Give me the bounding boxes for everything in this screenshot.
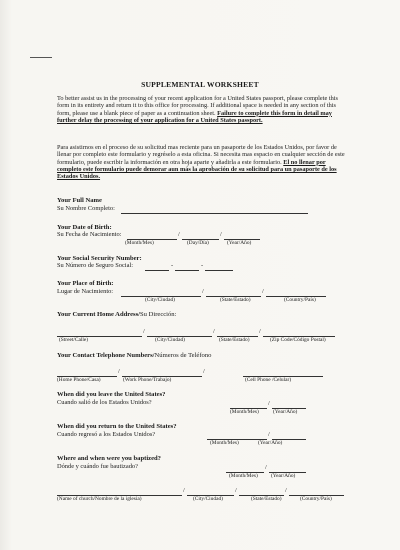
- address-state-caption: (State/Estado): [219, 337, 250, 343]
- intro-spanish: [57, 144, 347, 180]
- warning-english: Failure to complete this form in detail may further delay the processing of your application for a United States passport.: [57, 109, 332, 124]
- full-name-label: Su Nombre Completo:: [57, 205, 115, 212]
- church-state-caption: (State/Estado): [251, 496, 282, 502]
- cell-phone-caption: (Cell Phone /Celular): [245, 377, 292, 383]
- church-separator: /: [235, 487, 237, 494]
- work-phone-caption: (Work Phone/Trabajo): [123, 377, 172, 383]
- home-phone-caption: (Home Phone/Casa): [57, 377, 101, 383]
- birth-date-separator: /: [220, 231, 222, 238]
- warning-spanish: El no llenar por completo este formulario puede demorar aun más la aprobación de su solicitud para un pasaporte de los Estados Unidos.: [57, 158, 337, 181]
- address-heading: [57, 311, 176, 318]
- left-us-label: Cuando salió de los Estados Unidos?: [57, 399, 152, 406]
- birth-place-heading: Your Place of Birth:: [57, 280, 114, 287]
- ssn-part1-field[interactable]: [145, 270, 169, 271]
- ssn-part2-field[interactable]: [175, 270, 199, 271]
- baptized-separator: /: [265, 464, 267, 471]
- address-separator: /: [143, 328, 145, 335]
- full-name-field[interactable]: [121, 213, 308, 214]
- baptized-month-caption: (Month/Mes): [229, 473, 258, 479]
- returned-us-month-caption: (Month/Mes): [210, 440, 239, 446]
- birth-city-caption: (City/Ciudad): [145, 297, 175, 303]
- birth-country-caption: (Country/País): [284, 297, 316, 303]
- address-separator: /: [259, 328, 261, 335]
- church-name-caption: (Name of church/Nombre de la iglesia): [57, 496, 142, 502]
- birth-date-heading: Your Date of Birth:: [57, 224, 112, 231]
- baptized-label: Dónde y cuándo fue bautizado?: [57, 463, 138, 470]
- address-zip-caption: (Zip Code/Código Postal): [270, 337, 326, 343]
- ssn-dash: -: [171, 262, 174, 269]
- birth-date-label: Su Fecha de Nacimiento:: [57, 231, 122, 238]
- intro-spanish-text: Para asistirnos en el proceso de su solicitud mas reciente para un pasaporte de los Estados Unidos, por favor de llenar por completo este formulario y regréselo a esta oficina. Si necesita mas espacio en cualquier sección de este formulario, puede escribir la información en otra hoja aparte y añadirla a este formulario.: [57, 144, 345, 166]
- ssn-heading: Your Social Security Number:: [57, 255, 142, 262]
- phones-separator: /: [203, 368, 205, 375]
- address-heading-en: Your Current Home Address/: [57, 311, 140, 318]
- birth-day-caption: (Day/Día): [187, 240, 209, 246]
- address-separator: /: [213, 328, 215, 335]
- returned-us-label: Cuando regresó a los Estados Unidos?: [57, 431, 156, 438]
- birth-year-caption: (Year/Año): [227, 240, 252, 246]
- intro-english-text: To better assist us in the processing of your recent application for a United States passport, please complete this form in its entirety and return it to this office for processing. If additional space is needed in any section of this form, please use a blank piece of paper as a continuation sheet.: [57, 95, 338, 117]
- full-name-heading: Your Full Name: [57, 197, 102, 204]
- left-us-heading: When did you leave the United States?: [57, 391, 166, 398]
- intro-english: [57, 95, 347, 124]
- phones-heading-en: Your Contact Telephone Numbers/: [57, 352, 155, 359]
- birth-date-separator: /: [178, 231, 180, 238]
- left-us-year-caption: (Year/Año): [273, 409, 298, 415]
- birth-place-label: Lugar de Nacimiento:: [57, 288, 114, 295]
- address-heading-es: Su Dirección:: [139, 311, 177, 318]
- church-city-caption: (City/Ciudad): [193, 496, 223, 502]
- birth-place-separator: /: [262, 288, 264, 295]
- phones-heading-es: Números de Teléfono: [154, 352, 212, 359]
- church-separator: /: [285, 487, 287, 494]
- baptized-year-caption: (Year/Año): [271, 473, 296, 479]
- phones-separator: /: [118, 368, 120, 375]
- returned-us-year-caption: (Year/Año): [258, 440, 283, 446]
- birth-month-caption: (Month/Mes): [125, 240, 154, 246]
- baptized-heading: Where and when were you baptized?: [57, 455, 161, 462]
- address-street-caption: (Street/Calle): [59, 337, 89, 343]
- ssn-dash: -: [201, 262, 204, 269]
- church-separator: /: [183, 487, 185, 494]
- left-us-separator: /: [268, 400, 270, 407]
- page-title: SUPPLEMENTAL WORKSHEET: [141, 80, 259, 89]
- church-country-caption: (Country/País): [300, 496, 332, 502]
- ssn-label: Su Número de Seguro Social:: [57, 262, 133, 269]
- returned-us-separator: /: [268, 431, 270, 438]
- returned-us-heading: When did you return to the United States?: [57, 423, 177, 430]
- left-us-month-caption: (Month/Mes): [230, 409, 259, 415]
- birth-state-caption: (State/Estado): [220, 297, 251, 303]
- phones-heading: [57, 352, 211, 359]
- address-city-caption: (City/Ciudad): [155, 337, 185, 343]
- ssn-part3-field[interactable]: [205, 270, 233, 271]
- birth-place-separator: /: [202, 288, 204, 295]
- scan-mark: [30, 57, 52, 58]
